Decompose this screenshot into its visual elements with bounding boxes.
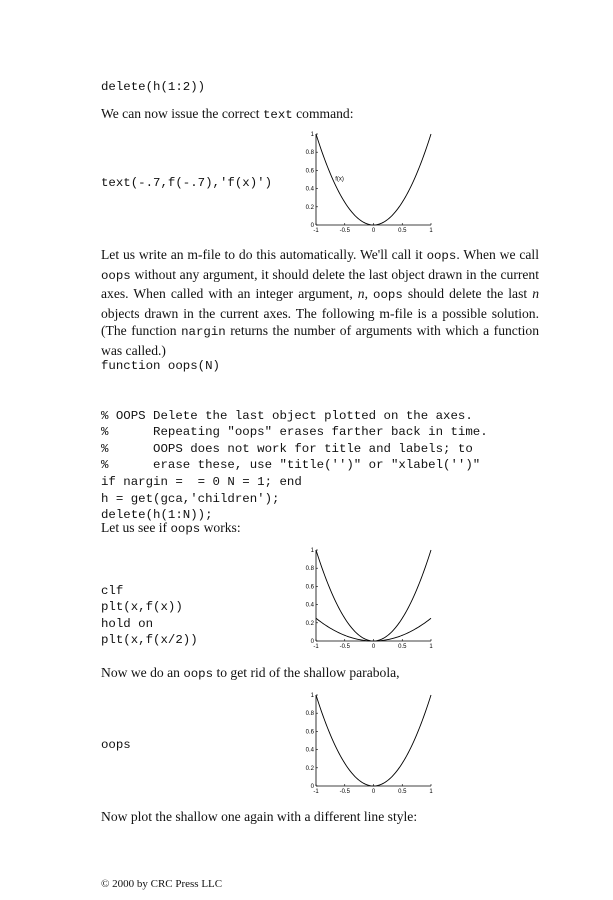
code-line: % erase these, use "title('')" or "xlabel('')"	[101, 458, 481, 473]
para-oops-description: Let us write an m-file to do this automatically. We'll call it oops. When we call oops without any argument, it should delete the last object drawn in the current axes. When called with an integer argument, n, oops should delete the last n objects drawn in the current axes. The following m-file is a possible solution. (The function nargin returns the number of arguments with which a function was called.)	[101, 247, 540, 358]
y-tick-label: 0.2	[305, 620, 314, 627]
y-tick-label: 1	[310, 548, 314, 554]
code-line: plt(x,f(x))	[101, 600, 183, 615]
para-see-oops: Let us see if oops works:	[101, 520, 241, 536]
x-tick-label: 1	[429, 789, 433, 795]
plot-two-parabolas	[295, 546, 445, 651]
code-oops: oops	[101, 738, 131, 752]
plot-annotation: f(x)	[335, 176, 344, 183]
copyright-footer: © 2000 by CRC Press LLC	[101, 878, 223, 890]
code-plot-commands	[101, 566, 198, 666]
x-tick-label: -0.5	[339, 789, 350, 795]
series-line	[316, 134, 431, 225]
x-tick-label: 0.5	[398, 228, 407, 234]
code-line: clf	[101, 583, 124, 598]
x-tick-label: 0	[371, 228, 376, 234]
y-tick-label: 0.6	[305, 168, 314, 175]
y-tick-label: 1	[310, 132, 314, 138]
y-tick-label: 1	[310, 693, 314, 699]
code-line: % OOPS Delete the last object plotted on the axes.	[101, 408, 473, 423]
code-line: hold on	[101, 616, 154, 631]
y-tick-label: 0.8	[305, 566, 314, 573]
series-line	[316, 550, 431, 641]
x-tick-label: -1	[313, 228, 319, 234]
y-tick-label: 0.8	[305, 150, 314, 157]
x-tick-label: 1	[429, 228, 433, 234]
code-line: if nargin = = 0 N = 1; end	[101, 474, 302, 489]
para-replot: Now plot the shallow one again with a different line style:	[101, 809, 418, 824]
code-delete-top: delete(h(1:2))	[101, 80, 206, 94]
x-tick-label: 0	[371, 789, 376, 795]
y-tick-label: 0.2	[305, 204, 314, 211]
code-function-body	[101, 391, 488, 540]
x-tick-label: 0.5	[398, 644, 407, 650]
series-line	[316, 618, 431, 641]
plot-parabola-with-label	[295, 130, 445, 235]
x-tick-label: 1	[429, 644, 433, 650]
code-line: % Repeating "oops" erases farther back in time.	[101, 425, 488, 440]
y-tick-label: 0	[310, 784, 314, 790]
y-tick-label: 0	[310, 639, 314, 645]
y-tick-label: 0.6	[305, 584, 314, 591]
x-tick-label: -0.5	[339, 228, 350, 234]
code-text-call: text(-.7,f(-.7),'f(x)')	[101, 176, 273, 190]
x-tick-label: -0.5	[339, 644, 350, 650]
y-tick-label: 0.8	[305, 711, 314, 718]
x-tick-label: -1	[313, 789, 319, 795]
para-remove-shallow: Now we do an oops to get rid of the shallow parabola,	[101, 665, 400, 681]
y-tick-label: 0.6	[305, 729, 314, 736]
x-tick-label: -1	[313, 644, 319, 650]
y-tick-label: 0.4	[305, 747, 314, 754]
y-tick-label: 0.4	[305, 602, 314, 609]
code-line: delete(h(1:N));	[101, 508, 213, 523]
code-line: plt(x,f(x/2))	[101, 633, 198, 648]
series-line	[316, 695, 431, 786]
code-line: % OOPS does not work for title and labels; to	[101, 441, 473, 456]
y-tick-label: 0	[310, 223, 314, 229]
plot-single-parabola	[295, 691, 445, 796]
code-line: h = get(gca,'children');	[101, 491, 280, 506]
y-tick-label: 0.2	[305, 765, 314, 772]
x-tick-label: 0	[371, 644, 376, 650]
x-tick-label: 0.5	[398, 789, 407, 795]
para-text-command: We can now issue the correct text command:	[101, 106, 354, 122]
y-tick-label: 0.4	[305, 186, 314, 193]
code-function-decl: function oops(N)	[101, 359, 220, 373]
